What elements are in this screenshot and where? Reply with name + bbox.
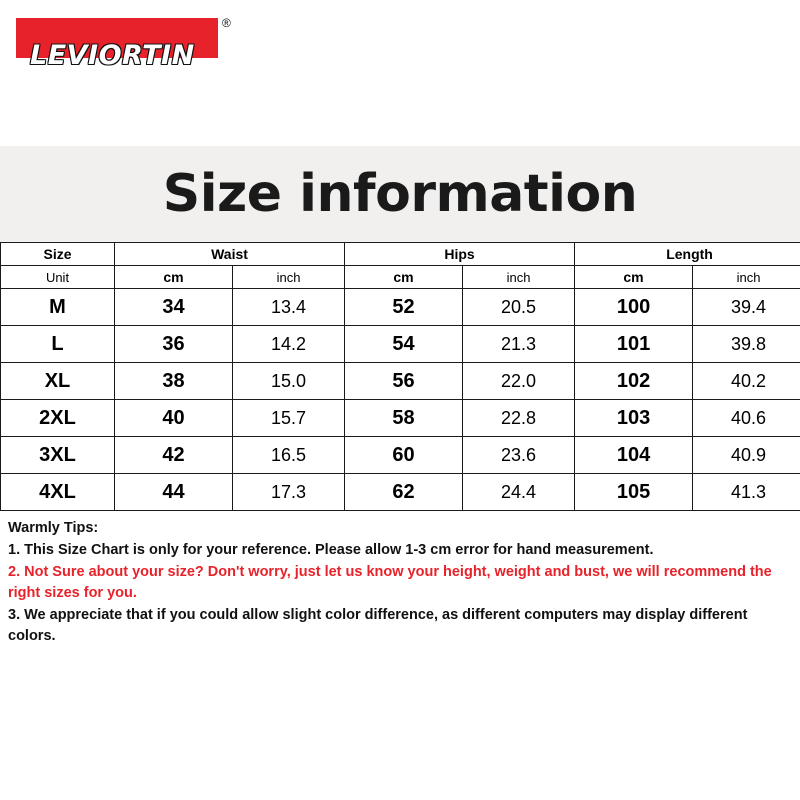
cell-length-inch: 39.4: [693, 289, 800, 326]
group-header-waist: Waist: [115, 243, 345, 266]
cell-hips-inch: 20.5: [463, 289, 575, 326]
cell-hips-cm: 54: [345, 326, 463, 363]
unit-length-cm: cm: [575, 266, 693, 289]
cell-waist-inch: 15.0: [233, 363, 345, 400]
tips-line-2: 2. Not Sure about your size? Don't worry, just let us know your height, weight and bust, we will recommend the right sizes for you.: [8, 564, 772, 602]
group-header-hips: Hips: [345, 243, 575, 266]
cell-waist-cm: 38: [115, 363, 233, 400]
cell-size: L: [1, 326, 115, 363]
cell-waist-cm: 44: [115, 474, 233, 511]
cell-size: 4XL: [1, 474, 115, 511]
registered-trademark-icon: ®: [222, 16, 231, 30]
unit-waist-inch: inch: [233, 266, 345, 289]
cell-waist-inch: 13.4: [233, 289, 345, 326]
table-row: [1, 289, 800, 326]
cell-hips-inch: 21.3: [463, 326, 575, 363]
table-group-header-row: [1, 243, 800, 266]
cell-waist-inch: 14.2: [233, 326, 345, 363]
cell-length-cm: 102: [575, 363, 693, 400]
brand-logo: [16, 14, 231, 72]
group-header-length: Length: [575, 243, 800, 266]
cell-waist-inch: 17.3: [233, 474, 345, 511]
page-title: Size information: [162, 164, 638, 224]
warmly-tips: [0, 512, 800, 656]
cell-hips-cm: 56: [345, 363, 463, 400]
tips-heading: Warmly Tips:: [8, 520, 99, 536]
cell-size: XL: [1, 363, 115, 400]
cell-size: M: [1, 289, 115, 326]
cell-length-inch: 39.8: [693, 326, 800, 363]
cell-waist-inch: 15.7: [233, 400, 345, 437]
cell-length-cm: 101: [575, 326, 693, 363]
unit-label: Unit: [1, 266, 115, 289]
cell-hips-cm: 58: [345, 400, 463, 437]
table-row: [1, 437, 800, 474]
unit-length-inch: inch: [693, 266, 800, 289]
table-unit-row: [1, 266, 800, 289]
unit-waist-cm: cm: [115, 266, 233, 289]
cell-hips-inch: 24.4: [463, 474, 575, 511]
cell-waist-cm: 34: [115, 289, 233, 326]
table-row: [1, 363, 800, 400]
brand-name: LEVIORTIN: [30, 40, 195, 71]
cell-size: 3XL: [1, 437, 115, 474]
tips-line-1: 1. This Size Chart is only for your reference. Please allow 1-3 cm error for hand measurement.: [8, 542, 654, 559]
cell-length-cm: 103: [575, 400, 693, 437]
cell-waist-inch: 16.5: [233, 437, 345, 474]
cell-length-inch: 40.6: [693, 400, 800, 437]
cell-length-cm: 104: [575, 437, 693, 474]
cell-waist-cm: 40: [115, 400, 233, 437]
size-table: [0, 242, 800, 511]
cell-length-inch: 40.2: [693, 363, 800, 400]
cell-hips-inch: 22.8: [463, 400, 575, 437]
tips-line-3: 3. We appreciate that if you could allow slight color difference, as different computers may display different colors.: [8, 607, 748, 645]
unit-hips-inch: inch: [463, 266, 575, 289]
cell-length-inch: 41.3: [693, 474, 800, 511]
unit-hips-cm: cm: [345, 266, 463, 289]
cell-hips-cm: 60: [345, 437, 463, 474]
group-header-size: Size: [1, 243, 115, 266]
table-row: [1, 474, 800, 511]
cell-hips-inch: 22.0: [463, 363, 575, 400]
cell-hips-inch: 23.6: [463, 437, 575, 474]
cell-length-cm: 100: [575, 289, 693, 326]
title-band: [0, 146, 800, 242]
cell-waist-cm: 36: [115, 326, 233, 363]
cell-length-inch: 40.9: [693, 437, 800, 474]
cell-waist-cm: 42: [115, 437, 233, 474]
cell-hips-cm: 62: [345, 474, 463, 511]
table-row: [1, 326, 800, 363]
cell-length-cm: 105: [575, 474, 693, 511]
cell-size: 2XL: [1, 400, 115, 437]
table-row: [1, 400, 800, 437]
cell-hips-cm: 52: [345, 289, 463, 326]
